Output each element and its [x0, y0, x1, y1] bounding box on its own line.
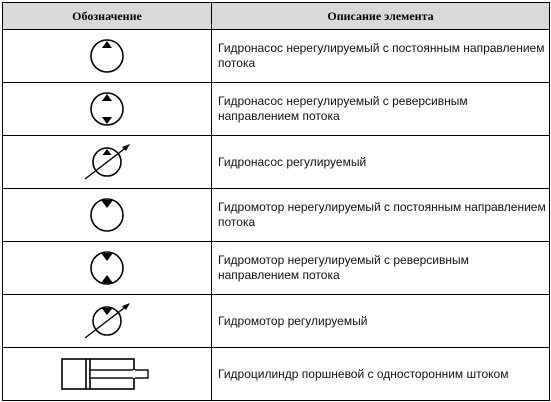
symbol-cell — [3, 295, 212, 348]
pump-fixed-reversible-icon — [77, 84, 137, 134]
symbol-cell — [3, 189, 212, 242]
header-description: Описание элемента — [212, 3, 550, 30]
pump-variable-icon — [72, 137, 142, 187]
description-cell: Гидронасос регулируемый — [212, 136, 550, 189]
motor-fixed-unidirectional-icon — [77, 190, 137, 240]
motor-variable-icon — [72, 296, 142, 346]
symbol-cell — [3, 83, 212, 136]
table-row — [3, 242, 550, 295]
pump-fixed-unidirectional-icon — [77, 31, 137, 81]
description-cell: Гидронасос нерегулируемый с постоянным направлением потока — [212, 30, 550, 83]
table-row — [3, 295, 550, 348]
table-row — [3, 83, 550, 136]
description-cell: Гидромотор нерегулируемый с реверсивным направлением потока — [212, 242, 550, 295]
table-row — [3, 189, 550, 242]
motor-fixed-reversible-icon — [77, 243, 137, 293]
table-row — [3, 30, 550, 83]
header-row — [3, 3, 550, 30]
description-cell: Гидромотор регулируемый — [212, 295, 550, 348]
symbol-cell — [3, 30, 212, 83]
symbol-cell — [3, 348, 212, 401]
header-symbol: Обозначение — [3, 3, 212, 30]
symbol-cell — [3, 242, 212, 295]
symbol-cell — [3, 136, 212, 189]
description-cell: Гидромотор нерегулируемый с постоянным направлением потока — [212, 189, 550, 242]
description-cell: Гидроцилиндр поршневой с односторонним штоком — [212, 348, 550, 401]
table-row — [3, 348, 550, 401]
cylinder-single-rod-icon — [52, 351, 162, 397]
hydraulic-symbols-table — [2, 2, 550, 401]
table-row — [3, 136, 550, 189]
description-cell: Гидронасос нерегулируемый с реверсивным направлением потока — [212, 83, 550, 136]
